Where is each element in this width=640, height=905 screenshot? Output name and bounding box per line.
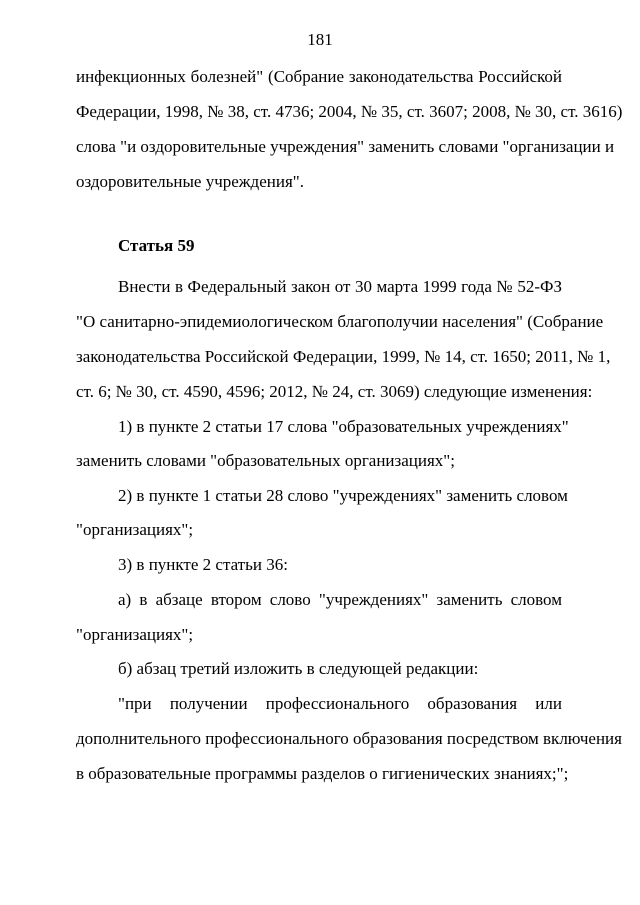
text-line: ст. 6; № 30, ст. 4590, 4596; 2012, № 24, ст. 3069) следующие изменения: [76, 382, 593, 401]
text-line: "организациях"; [76, 520, 194, 539]
text-line: в образовательные программы разделов о гигиенических знаниях;"; [76, 764, 569, 783]
text-line: "при получении профессионального образования или [118, 694, 562, 713]
text-line: слова "и оздоровительные учреждения" заменить словами "организации и [76, 137, 615, 156]
text-line: а) в абзаце втором слово "учреждениях" заменить словом [118, 590, 562, 609]
text-line: дополнительного профессионального образования посредством включения [76, 729, 622, 748]
text-line: законодательства Российской Федерации, 1999, № 14, ст. 1650; 2011, № 1, [76, 347, 611, 366]
article-heading: Статья 59 [118, 236, 195, 255]
text-line: 2) в пункте 1 статьи 28 слово "учреждениях" заменить словом [118, 486, 568, 505]
text-line: 3) в пункте 2 статьи 36: [118, 555, 288, 574]
text-line: инфекционных болезней" (Собрание законодательства Российской [76, 67, 562, 86]
text-line: заменить словами "образовательных организациях"; [76, 451, 455, 470]
text-line: "О санитарно-эпидемиологическом благополучии населения" (Собрание [76, 312, 604, 331]
text-line: оздоровительные учреждения". [76, 172, 304, 191]
text-line: б) абзац третий изложить в следующей редакции: [118, 659, 479, 678]
text-line: Внести в Федеральный закон от 30 марта 1999 года № 52-ФЗ [118, 277, 562, 296]
text-line: 1) в пункте 2 статьи 17 слова "образовательных учреждениях" [118, 417, 569, 436]
text-line: "организациях"; [76, 625, 194, 644]
text-line: Федерации, 1998, № 38, ст. 4736; 2004, № 35, ст. 3607; 2008, № 30, ст. 3616) [76, 102, 623, 121]
page-number: 181 [307, 30, 333, 49]
